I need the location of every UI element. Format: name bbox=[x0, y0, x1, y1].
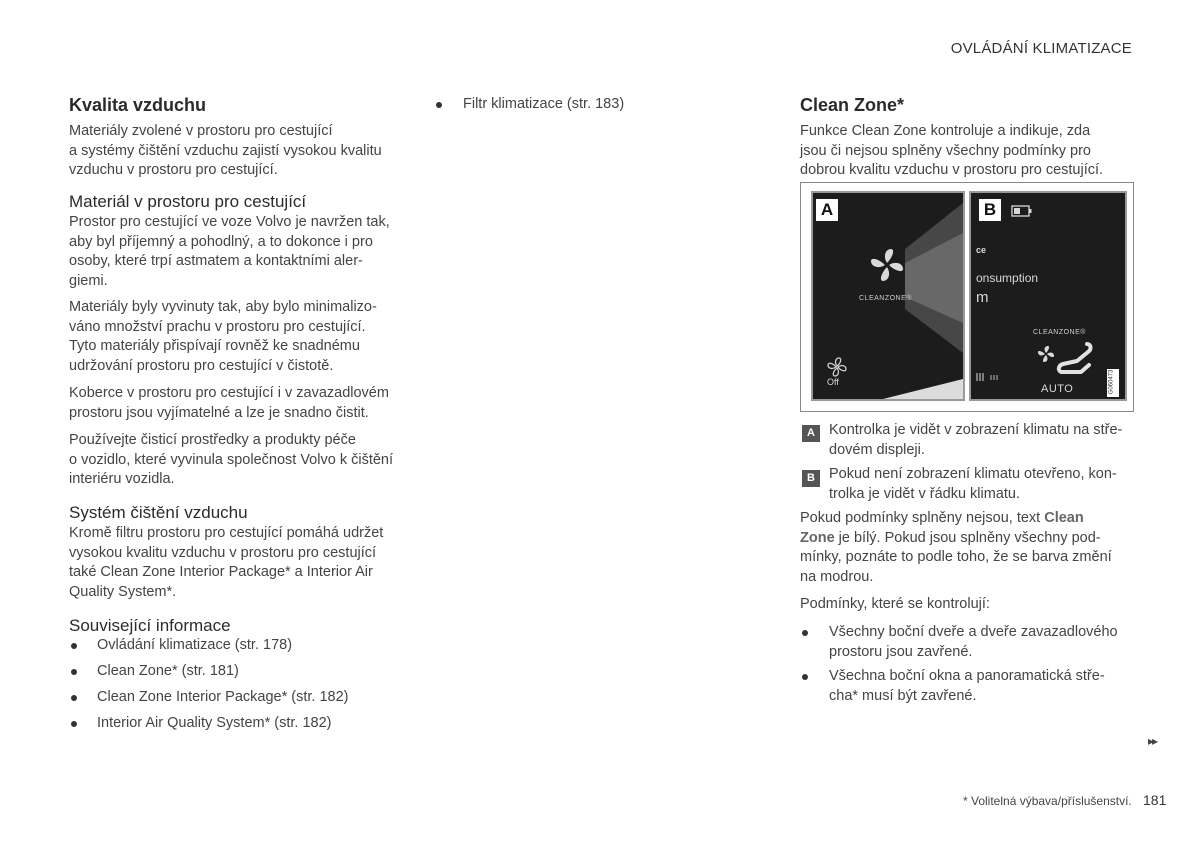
section-title-clean-zone: Clean Zone* bbox=[800, 95, 905, 115]
text-line: a systémy čištění vzduchu zajistí vysokou kvalitu bbox=[69, 142, 382, 159]
bullet-dot bbox=[71, 721, 77, 727]
text-line: Funkce Clean Zone kontroluje a indikuje, zda bbox=[800, 123, 1091, 139]
materials-paragraph-2 bbox=[69, 298, 377, 376]
text-line: Quality System*. bbox=[69, 583, 177, 600]
text-line: Materiály byly vyvinuty tak, aby bylo minimalizo- bbox=[69, 299, 377, 315]
legend-text-b bbox=[829, 465, 1117, 504]
text-line: aby byl příjemný a pohodlný, a to dokonce i pro bbox=[69, 233, 373, 250]
text-line: dobrou kvalitu vzduchu v prostoru pro cestující. bbox=[800, 162, 1104, 178]
related-link-climate-control[interactable]: Ovládání klimatizace (str. 178) bbox=[97, 637, 293, 653]
legend-label-b: B bbox=[802, 470, 820, 487]
continue-arrow-icon: ▸▸ bbox=[1148, 734, 1157, 748]
panel-label-b: B bbox=[979, 199, 1001, 221]
text-line: Používejte čisticí prostředky a produkty péče bbox=[69, 432, 356, 448]
related-link-ac-filter[interactable]: Filtr klimatizace (str. 183) bbox=[463, 96, 625, 112]
text-span: je bílý. Pokud jsou splněny všechny pod- bbox=[834, 529, 1101, 546]
related-link-interior-package[interactable]: Clean Zone Interior Package* (str. 182) bbox=[97, 689, 349, 705]
section-title-materials: Materiál v prostoru pro cestující bbox=[69, 192, 307, 211]
partial-display-text: ce bbox=[976, 245, 987, 255]
materials-paragraph-3 bbox=[69, 384, 389, 423]
seat-heat-icon bbox=[975, 371, 1005, 383]
clean-zone-color-paragraph bbox=[800, 509, 1112, 587]
text-line bbox=[800, 529, 1112, 549]
clean-zone-logo: CLEANZONE® bbox=[859, 295, 912, 302]
partial-display-text: onsumption bbox=[976, 271, 1039, 285]
text-line: na modrou. bbox=[800, 568, 874, 585]
auto-label: AUTO bbox=[1041, 383, 1074, 395]
text-line: Kontrolka je vidět v zobrazení klimatu na stře- bbox=[829, 422, 1123, 438]
clean-zone-logo: CLEANZONE® bbox=[1033, 329, 1086, 336]
text-line: dovém displeji. bbox=[829, 441, 925, 458]
text-line: Tyto materiály přispívají rovněž ke snadnému bbox=[69, 338, 360, 354]
text-line: giemi. bbox=[69, 272, 108, 289]
fan-icon bbox=[869, 247, 905, 283]
clean-zone-term: Zone bbox=[800, 529, 835, 546]
materials-paragraph-4 bbox=[69, 431, 393, 490]
clean-zone-term: Clean bbox=[1044, 510, 1084, 526]
fan-icon bbox=[1037, 345, 1055, 363]
figure-code-box bbox=[1107, 369, 1119, 397]
text-span: Pokud podmínky splněny nejsou, text bbox=[800, 510, 1045, 526]
legend-label-a: A bbox=[802, 425, 820, 442]
text-line: prostoru jsou zavřené. bbox=[829, 643, 973, 660]
text-line: udržování prostoru pro cestující v čistotě. bbox=[69, 357, 334, 374]
bullet-dot bbox=[71, 695, 77, 701]
text-line: Koberce v prostoru pro cestující i v zavazadlovém bbox=[69, 385, 389, 401]
text-line: prostoru jsou vyjímatelné a lze je snadno čistit. bbox=[69, 404, 369, 421]
slider-bar bbox=[883, 379, 963, 399]
partial-display-text: m bbox=[976, 289, 989, 306]
text-line: mínky, poznáte to podle toho, že se barva změní bbox=[800, 549, 1112, 565]
bullet-dot bbox=[436, 102, 442, 108]
conditions-intro: Podmínky, které se kontrolují: bbox=[800, 596, 990, 612]
bullet-dot bbox=[71, 669, 77, 675]
text-line: jsou či nejsou splněny všechny podmínky pro bbox=[800, 142, 1091, 159]
section-title-air-cleaning: Systém čištění vzduchu bbox=[69, 503, 248, 522]
section-title-air-quality: Kvalita vzduchu bbox=[69, 95, 207, 115]
materials-paragraph-1 bbox=[69, 213, 390, 291]
text-line: Všechny boční dveře a dveře zavazadlového bbox=[829, 624, 1118, 640]
text-line bbox=[800, 509, 1112, 529]
bullet-dot bbox=[802, 630, 808, 636]
panel-b-climate-bar bbox=[969, 191, 1127, 401]
section-title-related: Související informace bbox=[69, 616, 231, 635]
text-line: cha* musí být zavřené. bbox=[829, 687, 977, 704]
text-line: vysokou kvalitu vzduchu v prostoru pro cestující bbox=[69, 544, 377, 561]
figure-code: G060473 bbox=[1108, 369, 1115, 395]
text-line: osoby, které trpí astmatem a kontaktními aler- bbox=[69, 253, 363, 269]
fan-off-icon bbox=[827, 357, 847, 377]
panel-label-a: A bbox=[816, 199, 838, 221]
text-line: Kromě filtru prostoru pro cestující pomáhá udržet bbox=[69, 525, 384, 541]
text-line: o vozidlo, které vyvinula společnost Volvo k čištění bbox=[69, 451, 393, 468]
text-line: interiéru vozidla. bbox=[69, 471, 175, 487]
text-line: trolka je vidět v řádku klimatu. bbox=[829, 485, 1020, 502]
air-cleaning-paragraph bbox=[69, 524, 383, 602]
text-line: Prostor pro cestující ve voze Volvo je navržen tak, bbox=[69, 214, 390, 230]
running-header: OVLÁDÁNÍ KLIMATIZACE bbox=[950, 40, 1132, 57]
bullet-dot bbox=[71, 643, 77, 649]
panel-a-center-display bbox=[811, 191, 965, 401]
clean-zone-figure bbox=[800, 182, 1134, 412]
text-line: také Clean Zone Interior Package* a Interior Air bbox=[69, 564, 373, 580]
legend-text-a bbox=[829, 421, 1122, 460]
battery-icon bbox=[1011, 205, 1033, 217]
text-line: vzduchu v prostoru pro cestující. bbox=[69, 162, 278, 178]
text-line: Všechna boční okna a panoramatická stře- bbox=[829, 668, 1105, 684]
condition-item-doors bbox=[829, 623, 1118, 662]
seat-ventilation-icon bbox=[1055, 341, 1095, 375]
bullet-dot bbox=[802, 674, 808, 680]
text-line: Materiály zvolené v prostoru pro cestující bbox=[69, 123, 333, 139]
text-line: váno množství prachu v prostoru pro cestující. bbox=[69, 318, 366, 335]
clean-zone-intro bbox=[800, 122, 1103, 181]
fan-off-label: Off bbox=[827, 377, 839, 387]
footnote: * Volitelná výbava/příslušenství. bbox=[963, 794, 1132, 808]
air-quality-intro bbox=[69, 122, 382, 181]
related-link-clean-zone[interactable]: Clean Zone* (str. 181) bbox=[97, 663, 239, 679]
page-number: 181 bbox=[1143, 792, 1167, 808]
condition-item-windows bbox=[829, 667, 1105, 706]
related-link-air-quality-system[interactable]: Interior Air Quality System* (str. 182) bbox=[97, 715, 332, 731]
text-line: Pokud není zobrazení klimatu otevřeno, kon- bbox=[829, 466, 1117, 482]
